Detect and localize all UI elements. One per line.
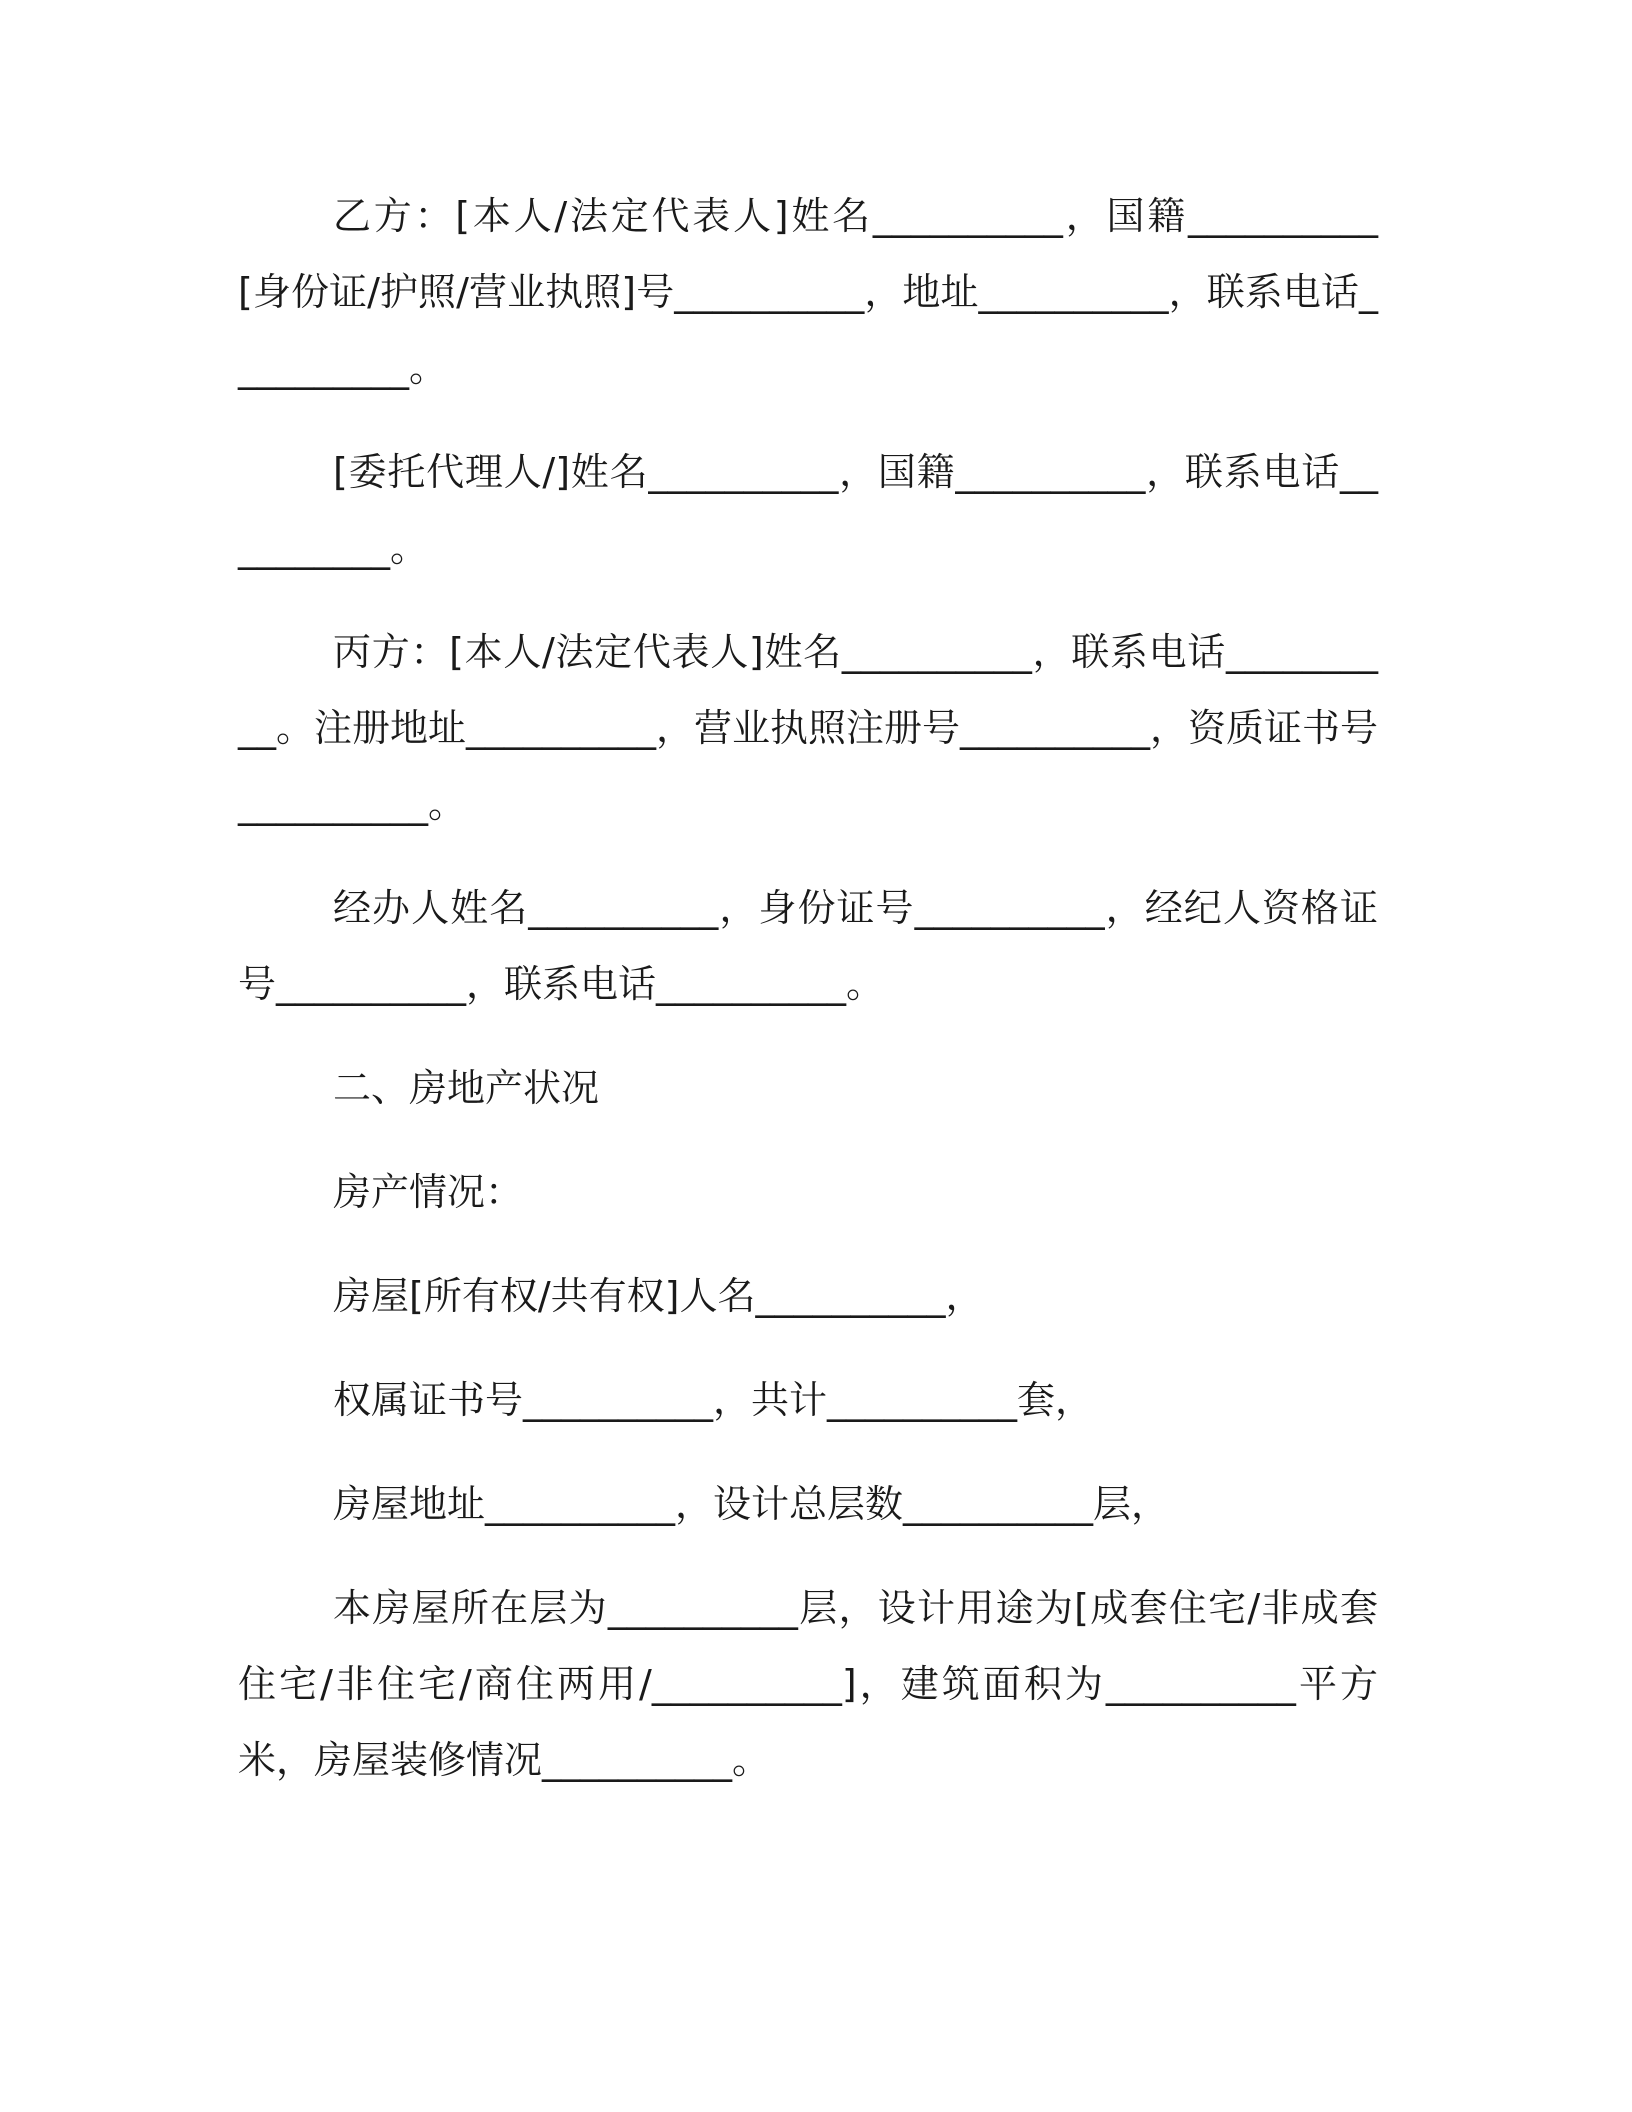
owner-paragraph: 房屋[所有权/共有权]人名__________， — [333, 1274, 984, 1318]
floor-usage-paragraph: 本房屋所在层为__________层，设计用途为[成套住宅/非成套住宅/非住宅/商住两用/__________]，建筑面积为__________平方米，房屋装修情况__________。 — [238, 1586, 1378, 1782]
party-c-paragraph: 丙方：[本人/法定代表人]姓名__________，联系电话__________。注册地址__________，营业执照注册号__________，资质证书号__________。 — [238, 630, 1379, 826]
document-page — [238, 178, 1378, 1826]
section-heading: 二、房地产状况 — [333, 1066, 600, 1110]
certificate-paragraph: 权属证书号__________，共计__________套， — [333, 1378, 1094, 1422]
handler-paragraph: 经办人姓名__________，身份证号__________，经纪人资格证号__________，联系电话__________。 — [238, 886, 1378, 1006]
party-b-paragraph: 乙方：[本人/法定代表人]姓名__________，国籍__________[身份证/护照/营业执照]号__________，地址__________，联系电话__________。 — [238, 194, 1378, 390]
property-info-label: 房产情况： — [333, 1170, 524, 1214]
agent-paragraph: [委托代理人/]姓名__________，国籍__________，联系电话__________。 — [238, 450, 1378, 570]
address-paragraph: 房屋地址__________，设计总层数__________层， — [333, 1482, 1170, 1526]
